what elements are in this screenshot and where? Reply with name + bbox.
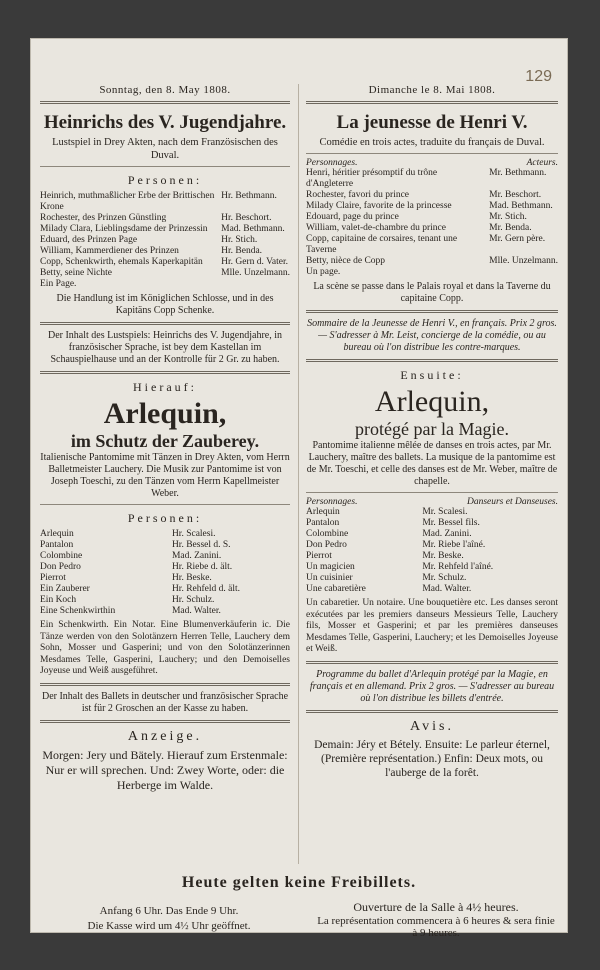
cast-row xyxy=(306,267,558,278)
cast-actor: Mr. Benda. xyxy=(489,223,532,233)
cast-role: Pierrot xyxy=(306,551,332,561)
roles2-heading: Personnages. xyxy=(306,497,358,507)
cast-row xyxy=(40,268,290,279)
cast-row xyxy=(40,562,290,573)
french-ensuite: Ensuite: xyxy=(400,368,464,382)
french-avis-text: Demain: Jéry et Bétely. Ensuite: Le parleur éternel, (Première représentation.) Enfin: Deux mots, ou l'auberge de la forêt. xyxy=(314,738,550,779)
divider xyxy=(306,661,558,664)
divider xyxy=(40,322,290,325)
german-times xyxy=(46,904,292,934)
cast-actor: Mr. Bessel fils. xyxy=(422,518,480,528)
cast-row xyxy=(40,257,290,268)
cast-actor: Mr. Schulz. xyxy=(422,573,467,583)
german-anzeige-text: Morgen: Jery und Bätely. Hierauf zum Erstenmale: Nur er will sprechen. Und: Zwey Worte, oder: die Herberge im Walde. xyxy=(42,747,288,792)
cast-actor: Mad. Bethmann. xyxy=(489,201,553,211)
cast-actor: Mad. Walter. xyxy=(422,584,472,594)
cast-row xyxy=(306,573,558,584)
cast-role: Betty, nièce de Copp xyxy=(306,256,386,266)
cast-row xyxy=(40,540,290,551)
cast-actor: Hr. Beschort. xyxy=(221,213,272,223)
divider xyxy=(40,101,290,104)
german-cast2-note: Ein Schenkwirth. Ein Notar. Eine Blumenverkäuferin ic. Die Tänze werden von den Solotänzern Herren Telle, Lauchery dem Sohn, Mosser und Gasperini; und von den Solotänzerinnen Mesdames Telle, Gasperini, Lauchery; und den Demoiselles Joyeuse und Weiß ausgeführet. xyxy=(40,620,290,676)
cast-role: Copp, Schenkwirth, ehemals Kaperkapitän xyxy=(40,257,203,267)
cast-role: William, valet-de-chambre du prince xyxy=(306,223,446,233)
german-title: Heinrichs des V. Jugendjahre. xyxy=(43,112,287,133)
french-subtitle: Comédie en trois actes, traduite du français de Duval. xyxy=(319,137,545,148)
cast-role: Ein Zauberer xyxy=(40,584,90,594)
french-cast2-table xyxy=(306,507,558,595)
german-anzeige-heading: Anzeige. xyxy=(127,728,203,744)
cast-actor: Mr. Beschort. xyxy=(489,190,542,200)
divider xyxy=(306,101,558,104)
cast-actor: Hr. Beske. xyxy=(171,573,212,583)
french-cast2-note: Un cabaretier. Un notaire. Une bouquetière etc. Les danses seront exécutées par les premiers danseurs Messieurs Telle, Lauchery fils, Mosser et Gasperini; et par les premières danseuses Mesdames Telle, Gasperini, Lauchery; et les Demoiselles Joyeuse et Weiß. xyxy=(306,598,558,654)
divider xyxy=(306,710,558,713)
german-notice: Der Inhalt des Lustspiels: Heinrichs des V. Jugendjahre, in französischer Sprache, ist bey dem Kastellan im Schauspielhause und an der Kontrolle für 2 Gr. zu haben. xyxy=(47,330,283,365)
cast-actor: Hr. Stich. xyxy=(221,235,258,245)
cast-row xyxy=(306,551,558,562)
cast-row xyxy=(306,223,558,234)
french-cast2-colheads xyxy=(306,497,558,507)
cast-actor: Hr. Riebe d. ält. xyxy=(171,562,233,572)
french-cast-colheads xyxy=(306,158,558,168)
cast-role: Un cuisinier xyxy=(306,573,353,583)
divider xyxy=(306,153,558,154)
divider xyxy=(306,359,558,362)
cast-actor: Mr. Rehfeld l'aîné. xyxy=(422,562,494,572)
german-setting: Die Handlung ist im Königlichen Schlosse, und in des Kapitäns Copp Schenke. xyxy=(56,293,274,316)
german-date: Sonntag, den 8. May 1808. xyxy=(99,84,231,96)
cast-actor: Hr. Rehfeld d. ält. xyxy=(171,584,241,594)
column-divider xyxy=(298,84,299,864)
cast-actor: Mr. Scalesi. xyxy=(422,507,468,517)
no-free-tickets-banner: Heute gelten keine Freibillets. xyxy=(181,874,417,891)
french-setting: La scène se passe dans le Palais royal et dans la Taverne du capitaine Copp. xyxy=(313,281,551,304)
cast-role: Un page. xyxy=(306,267,341,277)
cast-row xyxy=(306,518,558,529)
cast-actor: Mr. Bethmann. xyxy=(489,168,547,178)
german-cast2-header: Personen: xyxy=(127,511,203,525)
german-start-time: Anfang 6 Uhr. Das Ende 9 Uhr. xyxy=(99,905,239,917)
cast-role: Pantalon xyxy=(40,540,74,550)
cast-row xyxy=(306,201,558,212)
cast-actor xyxy=(215,279,290,290)
french-column xyxy=(306,84,558,780)
cast-actor: Hr. Scalesi. xyxy=(171,529,216,539)
cast-role: Milady Claire, favorite de la princesse xyxy=(306,201,452,211)
cast-role: Pantalon xyxy=(306,518,340,528)
cast-role: Eine Schenkwirthin xyxy=(40,606,116,616)
german-ballet-notice: Der Inhalt des Ballets in deutscher und französischer Sprache ist für 2 Groschen an der Kasse zu haben. xyxy=(41,690,289,714)
french-opening-time: Ouverture de la Salle à 4½ heures. xyxy=(353,900,519,914)
cast-actor: Hr. Bessel d. S. xyxy=(171,540,231,550)
cast-actor: Mad. Bethmann. xyxy=(221,224,285,234)
cast-actor: Mr. Beske. xyxy=(422,551,464,561)
divider xyxy=(306,492,558,493)
cast-actor: Mr. Riebe l'aîné. xyxy=(422,540,486,550)
french-second-title: Arlequin, xyxy=(374,385,490,418)
cast-actor: Mad. Walter. xyxy=(171,606,221,616)
french-cast-table xyxy=(306,168,558,278)
french-second-subtitle-title: protégé par la Magie. xyxy=(355,419,509,439)
cast-role: Une cabaretière xyxy=(306,584,366,594)
german-subtitle: Lustspiel in Drey Akten, nach dem Französischen des Duval. xyxy=(52,137,278,161)
cast-actor: Hr. Gern d. Vater. xyxy=(221,257,288,267)
german-cast2-table xyxy=(40,529,290,617)
cast-role: Don Pedro xyxy=(40,562,81,572)
divider xyxy=(40,504,290,505)
cast-role: Don Pedro xyxy=(306,540,347,550)
cast-row xyxy=(40,224,290,235)
cast-row xyxy=(40,279,290,290)
actors-heading: Acteurs. xyxy=(526,158,558,168)
cast-role: Arlequin xyxy=(306,507,340,517)
cast-row xyxy=(40,595,290,606)
cast-role: Edouard, page du prince xyxy=(306,212,399,222)
cast-row xyxy=(40,213,290,224)
cast-row xyxy=(306,562,558,573)
cast-actor: Mr. Gern père. xyxy=(489,234,546,244)
divider xyxy=(40,166,290,167)
cast-row xyxy=(306,584,558,595)
cast-actor: Mad. Zanini. xyxy=(171,551,222,561)
german-cast-header: Personen: xyxy=(127,173,203,187)
cast-role: Pierrot xyxy=(40,573,66,583)
cast-role: Arlequin xyxy=(40,529,74,539)
french-date: Dimanche le 8. Mai 1808. xyxy=(368,84,496,96)
cast-row xyxy=(40,606,290,617)
cast-row xyxy=(40,235,290,246)
cast-row xyxy=(40,529,290,540)
divider xyxy=(40,371,290,374)
divider xyxy=(40,683,290,686)
cast-role: Milady Clara, Lieblingsdame der Prinzessin xyxy=(40,224,208,234)
cast-row xyxy=(306,212,558,223)
cast-role: Colombine xyxy=(40,551,83,561)
cast-actor: Mlle. Unzelmann. xyxy=(489,256,558,266)
cast-actor: Mad. Zanini. xyxy=(422,529,472,539)
cast-row xyxy=(306,234,558,256)
divider xyxy=(306,310,558,313)
french-title: La jeunesse de Henri V. xyxy=(336,112,528,133)
cast-role: Betty, seine Nichte xyxy=(40,268,112,278)
cast-actor: Mr. Stich. xyxy=(489,212,527,222)
french-avis-heading: Avis. xyxy=(410,718,454,734)
french-performance-time: La représentation commencera à 6 heures & sera finie à 9 heures. xyxy=(317,915,555,939)
german-second-title: Arlequin, xyxy=(103,397,227,430)
cast-role: Rochester, favori du prince xyxy=(306,190,410,200)
french-notice: Sommaire de la Jeunesse de Henri V., en français. Prix 2 gros. — S'adresser à Mr. Leist, concierge de la comédie, ou au bureau où l'on distribue les contre-marques. xyxy=(307,318,557,353)
cast-row xyxy=(306,190,558,201)
dancers-heading: Danseurs et Danseuses. xyxy=(466,497,558,507)
roles-heading: Personnages. xyxy=(306,158,358,168)
cast-row xyxy=(40,551,290,562)
cast-role: William, Kammerdiener des Prinzen xyxy=(40,246,179,256)
cast-role: Un magicien xyxy=(306,562,355,572)
german-second-description: Italienische Pantomime mit Tänzen in Drey Akten, vom Herrn Balletmeister Lauchery. Die Musik zur Pantomime ist von Joseph Toeschi, zu den Tänzen vom Herrn Kapellmeister Weber. xyxy=(40,452,290,499)
cast-row xyxy=(306,168,558,190)
playbill-sheet xyxy=(30,38,568,939)
cast-actor xyxy=(483,267,558,278)
page-number: 129 xyxy=(525,68,552,85)
french-times xyxy=(316,901,556,939)
cast-actor: Hr. Bethmann. xyxy=(221,191,277,201)
cast-row xyxy=(306,507,558,518)
german-column xyxy=(40,84,290,793)
german-hierauf: Hierauf: xyxy=(133,380,197,394)
cast-role: Eduard, des Prinzen Page xyxy=(40,235,138,245)
cast-row xyxy=(40,246,290,257)
cast-role: Henri, héritier présomptif du trône d'Angleterre xyxy=(306,168,438,189)
cast-actor: Hr. Schulz. xyxy=(171,595,215,605)
cast-row xyxy=(40,584,290,595)
german-second-subtitle-title: im Schutz der Zauberey. xyxy=(70,431,260,451)
cast-role: Colombine xyxy=(306,529,349,539)
french-second-description: Pantomime italienne mêlée de danses en trois actes, par Mr. Lauchery, maître des ballets. La musique de la pantomime est de Mr. Toeschi, et celle des danses est de Mr. Weber, maître de chapelle. xyxy=(306,440,558,487)
cast-actor: Hr. Benda. xyxy=(221,246,263,256)
cast-role: Copp, capitaine de corsaires, tenant une Taverne xyxy=(306,234,458,255)
cast-role: Ein Page. xyxy=(40,279,77,289)
divider xyxy=(40,720,290,723)
german-cast-table xyxy=(40,191,290,290)
cast-row xyxy=(40,573,290,584)
french-ballet-notice: Programme du ballet d'Arlequin protégé par la Magie, en français et en allemand. Prix 2 gros. — S'adresser au bureau où l'on distribue les billets d'entrée. xyxy=(309,668,555,704)
cast-row xyxy=(40,191,290,213)
cast-role: Rochester, des Prinzen Günstling xyxy=(40,213,167,223)
cast-role: Ein Koch xyxy=(40,595,77,605)
cast-row xyxy=(306,256,558,267)
cast-actor: Mlle. Unzelmann. xyxy=(221,268,290,278)
cast-role: Heinrich, muthmaßlicher Erbe der Brittischen Krone xyxy=(40,191,215,212)
cast-row xyxy=(306,540,558,551)
german-box-office: Die Kasse wird um 4½ Uhr geöffnet. xyxy=(87,920,251,932)
cast-row xyxy=(306,529,558,540)
